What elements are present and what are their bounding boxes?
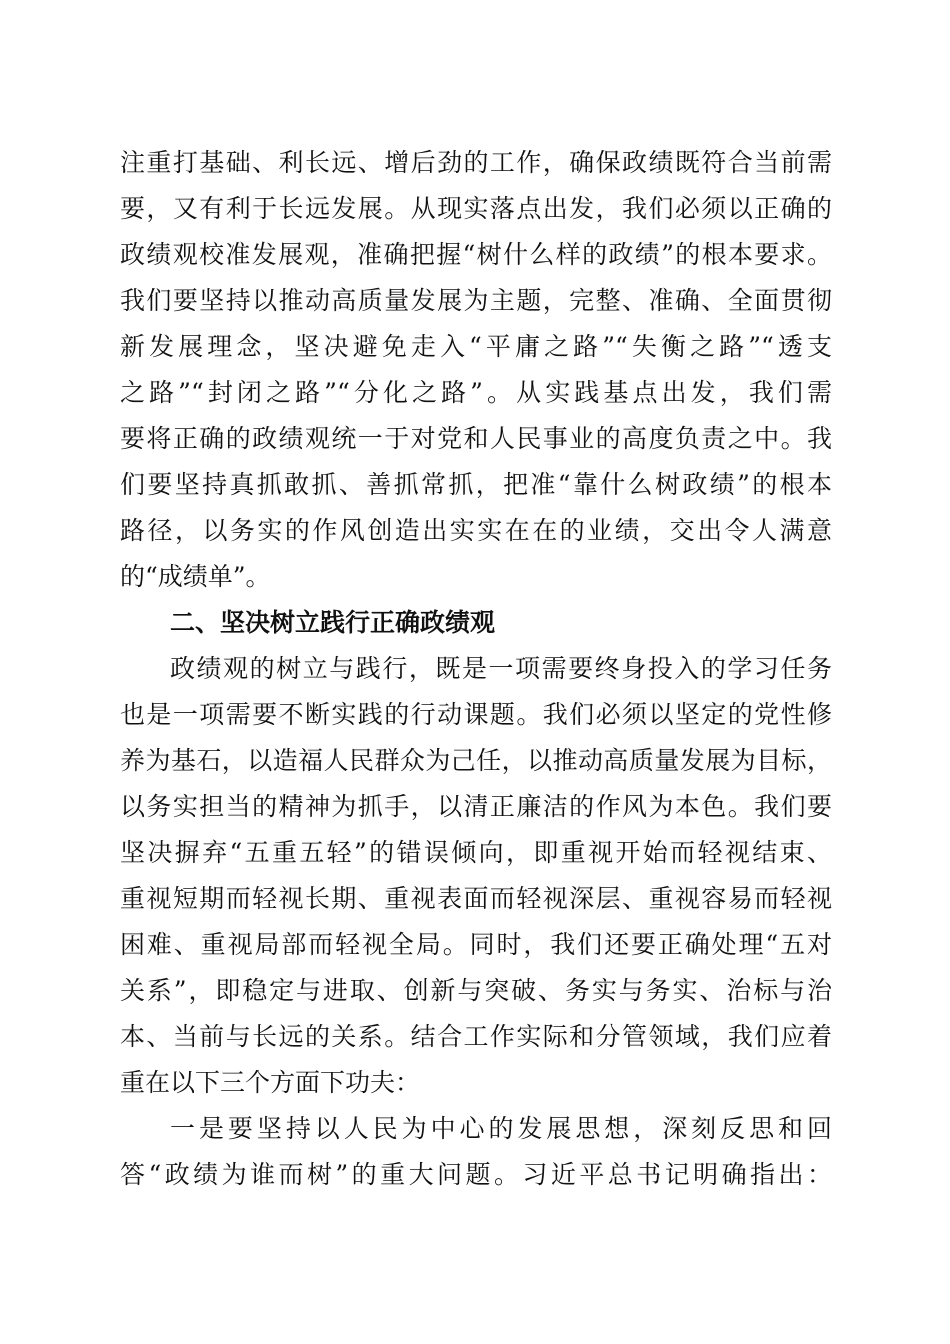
paragraph-2-line-2: 也是一项需要不断实践的行动课题。我们必须以坚定的党性修: [120, 700, 832, 729]
paragraph-1-line-4: 我们要坚持以推动高质量发展为主题，完整、准确、全面贯彻: [120, 286, 832, 315]
paragraph-2-line-6: 重视短期而轻视长期、重视表面而轻视深层、重视容易而轻视: [120, 884, 832, 913]
paragraph-1-line-2: 要，又有利于长远发展。从现实落点出发，我们必须以正确的: [120, 194, 832, 223]
paragraph-1-line-5: 新发展理念，坚决避免走入“平庸之路”“失衡之路”“透支: [120, 332, 832, 361]
paragraph-1-line-3: 政绩观校准发展观，准确把握“树什么样的政绩”的根本要求。: [120, 240, 832, 269]
paragraph-1-line-6: 之路”“封闭之路”“分化之路”。从实践基点出发，我们需: [120, 378, 832, 407]
paragraph-1-line-8: 们要坚持真抓敢抓、善抓常抓，把准“靠什么树政绩”的根本: [120, 470, 832, 499]
paragraph-2-line-10: 重在以下三个方面下功夫：: [120, 1068, 421, 1097]
paragraph-3-line-2: 答“政绩为谁而树”的重大问题。习近平总书记明确指出：: [120, 1160, 832, 1189]
paragraph-2-line-3: 养为基石，以造福人民群众为己任，以推动高质量发展为目标，: [120, 746, 832, 775]
section-heading: 二、坚决树立践行正确政绩观: [170, 608, 496, 637]
paragraph-1-line-7: 要将正确的政绩观统一于对党和人民事业的高度负责之中。我: [120, 424, 832, 453]
paragraph-2-line-4: 以务实担当的精神为抓手，以清正廉洁的作风为本色。我们要: [120, 792, 832, 821]
paragraph-2-line-8: 关系”，即稳定与进取、创新与突破、务实与务实、治标与治: [120, 976, 832, 1005]
paragraph-3-line-1: 一是要坚持以人民为中心的发展思想，深刻反思和回: [170, 1114, 832, 1143]
paragraph-2-line-5: 坚决摒弃“五重五轻”的错误倾向，即重视开始而轻视结束、: [120, 838, 832, 867]
paragraph-1-line-1: 注重打基础、利长远、增后劲的工作，确保政绩既符合当前需: [120, 148, 832, 177]
paragraph-2-line-1: 政绩观的树立与践行，既是一项需要终身投入的学习任务: [170, 654, 832, 683]
paragraph-1-line-9: 路径，以务实的作风创造出实实在在的业绩，交出令人满意: [120, 516, 832, 545]
paragraph-1-line-10: 的“成绩单”。: [120, 562, 271, 591]
paragraph-2-line-9: 本、当前与长远的关系。结合工作实际和分管领域，我们应着: [120, 1022, 832, 1051]
paragraph-2-line-7: 困难、重视局部而轻视全局。同时，我们还要正确处理“五对: [120, 930, 832, 959]
